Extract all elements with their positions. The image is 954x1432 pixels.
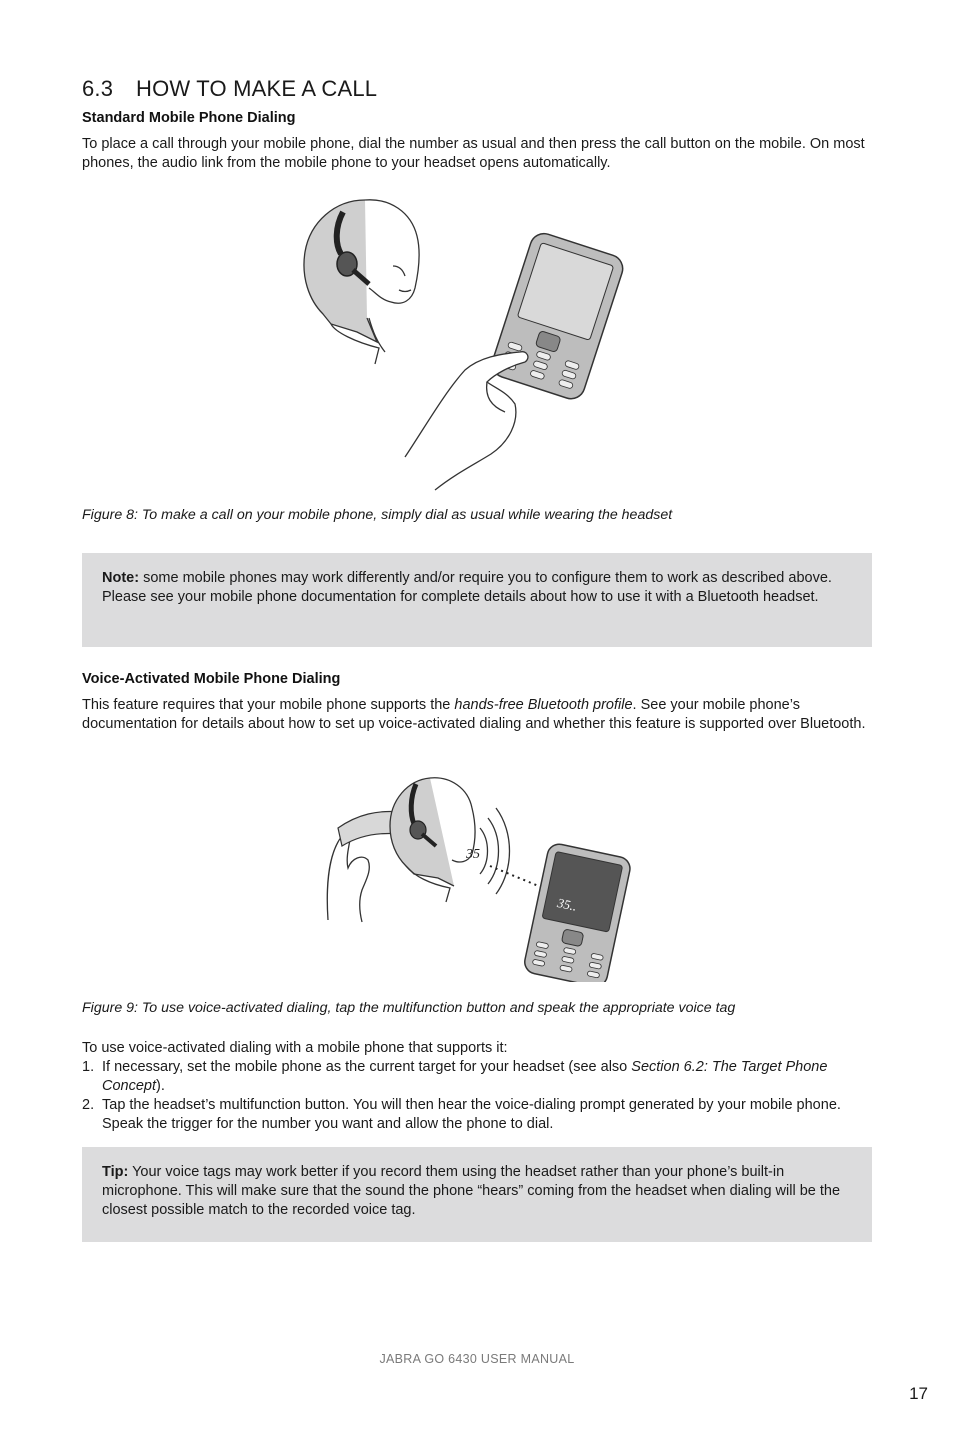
tip-label: Tip: (102, 1164, 129, 1180)
steps-list (82, 1058, 874, 1134)
figure-9-illustration (318, 770, 638, 982)
step-text: Tap the headset’s multifunction button. You will then hear the voice-dialing prompt generated by your mobile phone. Speak the trigger for the number you want and allow the phone to dial. (102, 1097, 841, 1132)
voice-dialing-paragraph (82, 696, 874, 734)
figure-8-caption: Figure 8: To make a call on your mobile phone, simply dial as usual while wearing the headset (82, 507, 673, 523)
voice-body-pre: This feature requires that your mobile phone supports the (82, 697, 455, 713)
subheading-standard-dialing: Standard Mobile Phone Dialing (82, 110, 296, 126)
note-label: Note: (102, 570, 140, 586)
step-number: 2. (82, 1097, 95, 1113)
note-box (82, 553, 872, 647)
sound-waves-drawing (480, 808, 510, 894)
step-number: 1. (82, 1059, 95, 1075)
list-item (82, 1058, 874, 1096)
step-reference: Section 6.2: The Target Phone Concept (102, 1059, 828, 1094)
step-text-end: ). (156, 1078, 165, 1094)
voice-body-profile: hands-free Bluetooth profile (454, 697, 633, 713)
standard-dialing-paragraph: To place a call through your mobile phone, dial the number as usual and then press the call button on the mobile. On most phones, the audio link from the mobile phone to your headset opens automatically. (82, 136, 865, 171)
person-head-drawing (304, 200, 419, 364)
mobile-phone-drawing (489, 230, 627, 402)
step-text: If necessary, set the mobile phone as the current target for your headset (see also (102, 1059, 632, 1075)
person-head-drawing-2 (390, 778, 475, 902)
page-number: 17 (909, 1384, 928, 1403)
tip-box (82, 1147, 872, 1242)
phone-screen-text: 35.. (556, 895, 579, 914)
list-item (82, 1096, 874, 1134)
note-body: some mobile phones may work differently and/or require you to configure them to work as described above. Please see your mobile phone documentation for complete details about how to use it with a Bluetooth headset. (102, 570, 832, 605)
voice-body-post: . See your mobile phone’s documentation for details about how to set up voice-activated dialing and whether this feature is supported over Bluetooth. (82, 697, 866, 732)
footer-manual-title: JABRA GO 6430 USER MANUAL (379, 1352, 575, 1366)
mobile-phone-drawing-2 (523, 842, 633, 982)
note-text (102, 569, 852, 607)
steps-intro: To use voice-activated dialing with a mobile phone that supports it: (82, 1040, 508, 1056)
subheading-voice-dialing: Voice-Activated Mobile Phone Dialing (82, 671, 341, 687)
figure-8-illustration (295, 192, 665, 492)
section-title: HOW TO MAKE A CALL (136, 76, 378, 101)
figure-9-caption: Figure 9: To use voice-activated dialing, tap the multifunction button and speak the appropriate voice tag (82, 1000, 736, 1016)
speech-voice-tag-text: 35 (466, 847, 480, 862)
tip-text (102, 1163, 852, 1220)
section-number: 6.3 (82, 76, 114, 101)
tap-hand-drawing (327, 836, 369, 922)
tip-body: Your voice tags may work better if you record them using the headset rather than your phone’s built-in microphone. This will make sure that the sound the phone “hears” coming from the headset when dialing will be the closest possible match to the recorded voice tag. (102, 1164, 841, 1218)
section-heading (82, 76, 377, 102)
